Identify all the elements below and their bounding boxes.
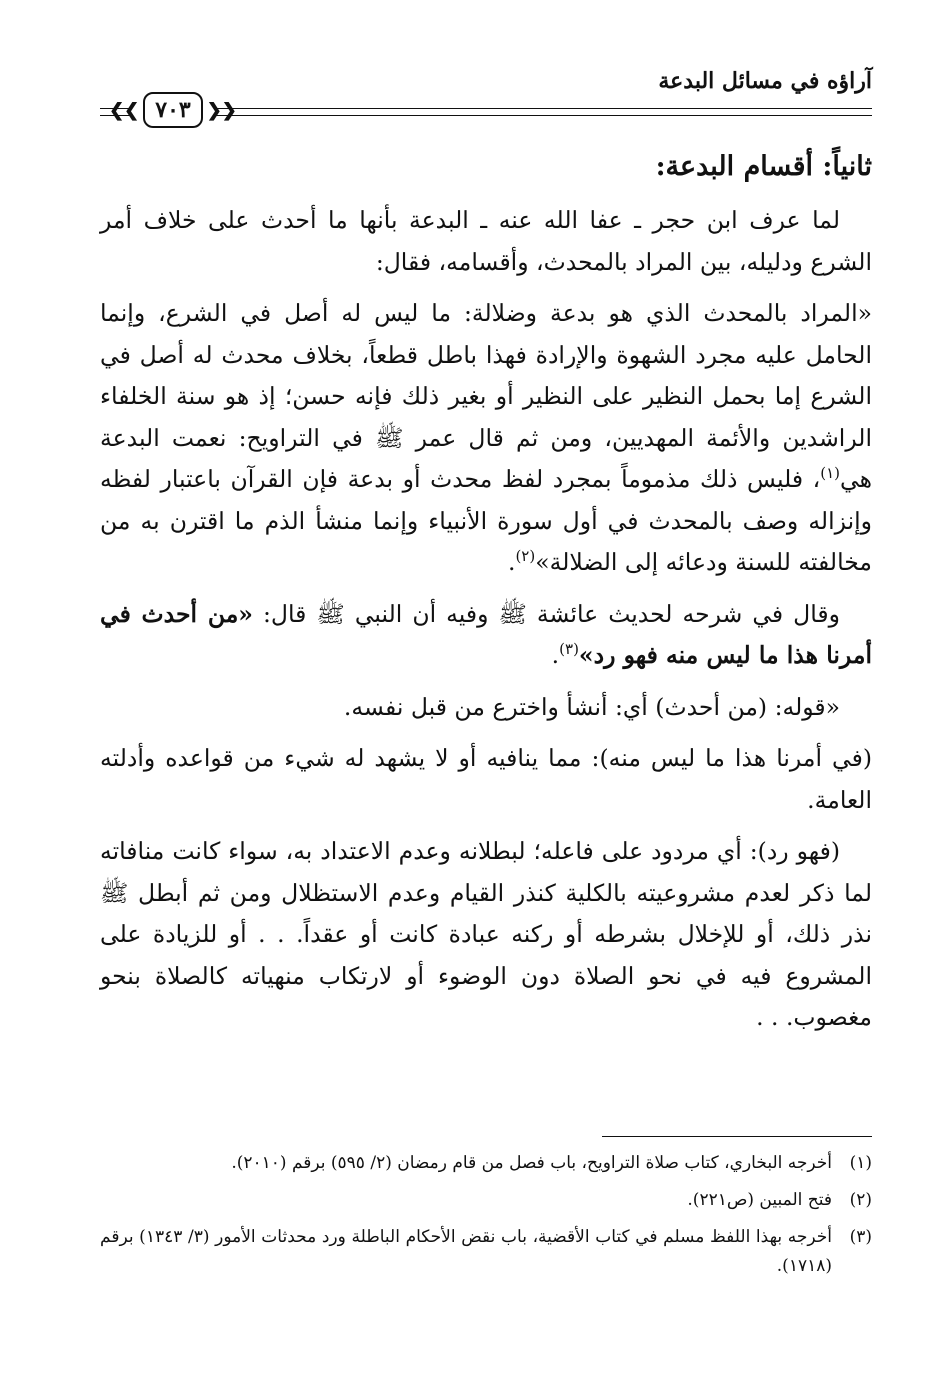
footnotes xyxy=(100,1136,872,1289)
hadith-end: . xyxy=(551,641,560,669)
paragraph-explanation-3: (فهو رد): أي مردود على فاعله؛ لبطلانه وعدم الاعتداد به، سواء كانت منافاته لما ذكر لعدم مشروعيته بالكلية كنذر القيام وعدم الاستظلال ومن ثم أبطل ﷺ نذر ذلك، أو للإخلال بشرطه أو ركنه عبادة كانت أو عقداً. . . أو للزيادة على المشروع فيه في نحو الصلاة دون الوضوء أو لارتكاب منهياته كالصلاة بنحو مغصوب. . . xyxy=(100,837,872,1031)
footnote-text: فتح المبين (ص٢٢١). xyxy=(687,1190,832,1210)
footnote-number: (٣) xyxy=(849,1227,872,1247)
footnote-number: (١) xyxy=(849,1153,872,1173)
footnote-number: (٢) xyxy=(849,1190,872,1210)
footnote-rule xyxy=(602,1136,872,1137)
footnote-ref-2[interactable]: (٢) xyxy=(515,547,536,566)
paragraph-hadith xyxy=(100,594,872,677)
hadith-intro: وقال في شرحه لحديث عائشة ﷺ وفيه أن النبي ﷺ قال: xyxy=(252,599,840,628)
page-header xyxy=(100,68,872,128)
ornament-left-icon: ❯❯ xyxy=(109,99,140,121)
paragraph-explanation-2: (في أمرنا هذا ما ليس منه): مما ينافيه أو لا يشهد له شيء من قواعده وأدلته العامة. xyxy=(100,744,872,814)
body-text xyxy=(100,144,872,1049)
section-heading: ثانياً: أقسام البدعة: xyxy=(655,151,872,182)
footnote-ref-3[interactable]: (٣) xyxy=(559,640,579,659)
page xyxy=(100,60,872,1360)
footnote-item xyxy=(100,1186,872,1215)
paragraph-explanation-1: «قوله: (من أحدث) أي: أنشأ واخترع من قبل نفسه. xyxy=(343,692,840,721)
paragraph-intro: لما عرف ابن حجر ـ عفا الله عنه ـ البدعة بأنها ما أحدث على خلاف أمر الشرع ودليله، بين المراد بالمحدث، وأقسامه، فقال: xyxy=(100,206,872,276)
hadith-text: «من أحدث في أمرنا هذا ما ليس منه فهو رد» xyxy=(100,599,872,669)
page-number: ٧٠٣ xyxy=(143,92,202,128)
quote-1-end: . xyxy=(507,548,516,576)
running-title: آراؤه في مسائل البدعة xyxy=(658,68,872,94)
page-number-box xyxy=(109,90,237,130)
footnote-ref-1[interactable]: (١) xyxy=(820,464,841,483)
ornament-right-icon: ❮❮ xyxy=(206,99,237,121)
quote-1-part-a: «المراد بالمحدث الذي هو بدعة وضلالة: ما ليس له أصل في الشرع، وإنما الحامل عليه مجرد الشهوة والإرادة فهذا باطل قطعاً، بخلاف محدث له أصل في الشرع إما بحمل النظير على النظير أو بغير ذلك فإنه حسن؛ إذ هو سنة الخلفاء الراشدين والأئمة المهديين، ومن ثم قال عمر ﷺ في التراويح: نعمت البدعة هي xyxy=(100,299,872,493)
paragraph-quote-1 xyxy=(100,293,872,584)
quote-1-part-b: ، فليس ذلك مذموماً بمجرد لفظ محدث أو بدعة فإن القرآن باعتبار لفظه وإنزاله وصف بالمحدث في أول سورة الأنبياء وإنما منشأ الذم ما اقترن به من مخالفته للسنة ودعائه إلى الضلالة» xyxy=(100,465,872,576)
footnote-text: أخرجه البخاري، كتاب صلاة التراويح، باب فصل من قام رمضان (٢/ ٥٩٥) برقم (٢٠١٠). xyxy=(231,1153,832,1173)
footnote-item xyxy=(100,1149,872,1178)
footnote-text: أخرجه بهذا اللفظ مسلم في كتاب الأقضية، باب نقض الأحكام الباطلة ورد محدثات الأمور (٣/ ١٣٤٣) برقم (١٧١٨). xyxy=(100,1227,833,1276)
footnote-item xyxy=(100,1223,872,1281)
